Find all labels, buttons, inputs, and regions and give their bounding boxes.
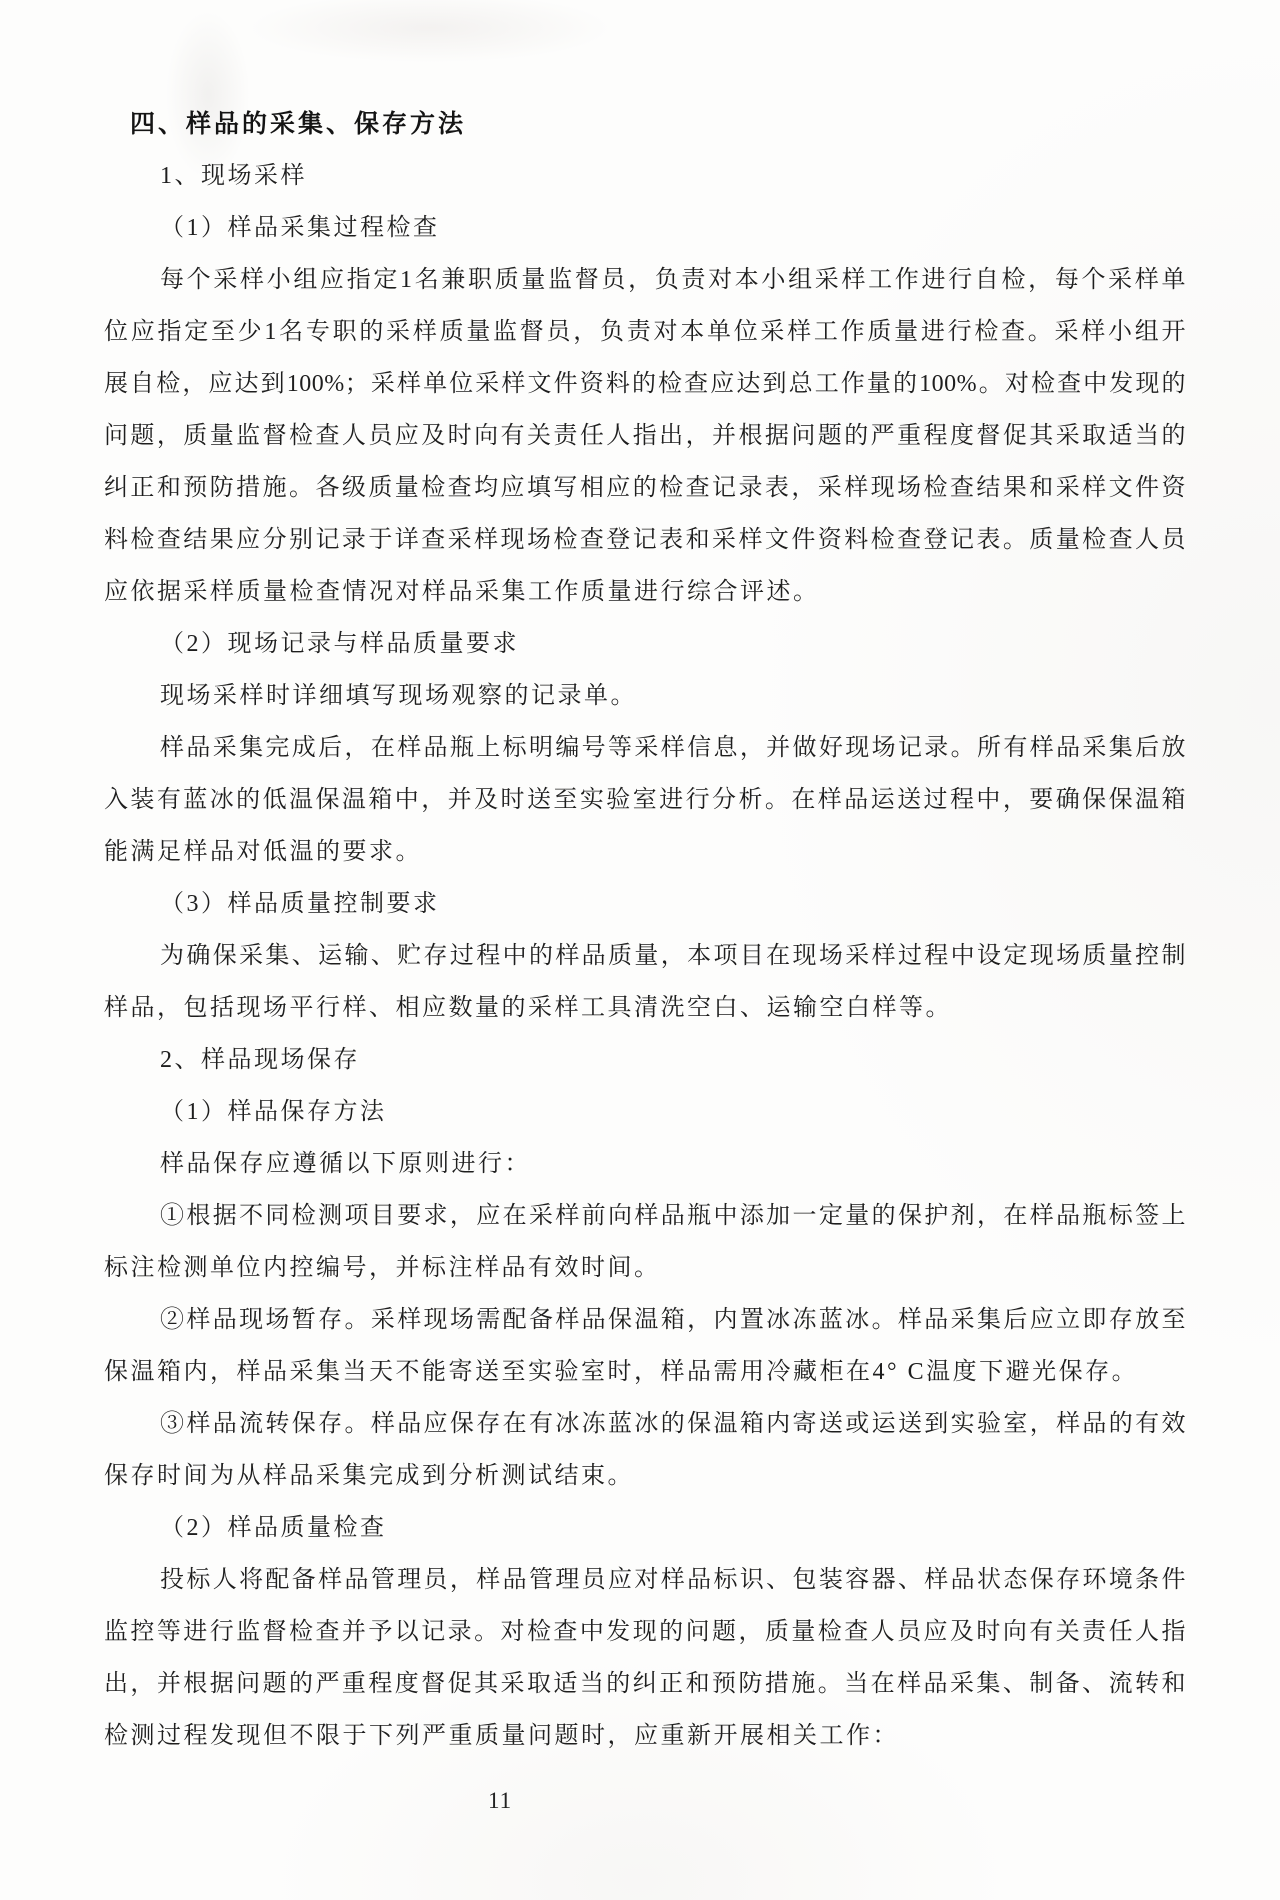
text-line: 纠正和预防措施。各级质量检查均应填写相应的检查记录表，采样现场检查结果和采样文件资 — [104, 475, 1186, 501]
section-heading — [104, 878, 1186, 930]
document-title — [104, 98, 1186, 150]
section-heading — [104, 1034, 1186, 1086]
text-line: （2）现场记录与样品质量要求 — [160, 631, 519, 657]
paragraph — [104, 1554, 1186, 1762]
text-line: 料检查结果应分别记录于详查采样现场检查登记表和采样文件资料检查登记表。质量检查人员 — [104, 527, 1186, 553]
text-line: 位应指定至少1名专职的采样质量监督员，负责对本单位采样工作质量进行检查。采样小组开 — [104, 319, 1186, 345]
text-line: 出，并根据问题的严重程度督促其采取适当的纠正和预防措施。当在样品采集、制备、流转和 — [104, 1671, 1186, 1697]
text-line: 样品采集完成后，在样品瓶上标明编号等采样信息，并做好现场记录。所有样品采集后放 — [160, 735, 1186, 761]
page-number: 11 — [488, 1788, 513, 1813]
text-line: 入装有蓝冰的低温保温箱中，并及时送至实验室进行分析。在样品运送过程中，要确保保温箱 — [104, 787, 1186, 813]
text-line: 能满足样品对低温的要求。 — [104, 839, 422, 865]
text-line: 四、样品的采集、保存方法 — [130, 110, 467, 138]
section-heading — [104, 1502, 1186, 1554]
text-line: 样品保存应遵循以下原则进行： — [160, 1151, 531, 1177]
section-heading — [104, 1086, 1186, 1138]
section-heading — [104, 202, 1186, 254]
text-line: ②样品现场暂存。采样现场需配备样品保温箱，内置冰冻蓝冰。样品采集后应立即存放至 — [160, 1307, 1186, 1333]
text-line: ③样品流转保存。样品应保存在有冰冻蓝冰的保温箱内寄送或运送到实验室，样品的有效 — [160, 1411, 1186, 1437]
text-line: 2、样品现场保存 — [160, 1047, 360, 1073]
text-line: 检测过程发现但不限于下列严重质量问题时，应重新开展相关工作： — [104, 1723, 899, 1749]
text-line: 标注检测单位内控编号，并标注样品有效时间。 — [104, 1255, 661, 1281]
text-line: ①根据不同检测项目要求，应在采样前向样品瓶中添加一定量的保护剂，在样品瓶标签上 — [160, 1203, 1186, 1229]
text-line: 每个采样小组应指定1名兼职质量监督员，负责对本小组采样工作进行自检，每个采样单 — [160, 267, 1186, 293]
text-line: 问题，质量监督检查人员应及时向有关责任人指出，并根据问题的严重程度督促其采取适当的 — [104, 423, 1186, 449]
text-line: 应依据采样质量检查情况对样品采集工作质量进行综合评述。 — [104, 579, 820, 605]
text-line: （1）样品保存方法 — [160, 1099, 387, 1125]
paragraph — [104, 1398, 1186, 1502]
text-line: 现场采样时详细填写现场观察的记录单。 — [160, 683, 637, 709]
text-line: （1）样品采集过程检查 — [160, 215, 440, 241]
paragraph — [104, 722, 1186, 878]
paragraph — [104, 930, 1186, 1034]
text-line: 1、现场采样 — [160, 163, 307, 189]
text-line: 展自检，应达到100%；采样单位采样文件资料的检查应达到总工作量的100%。对检查中发现的 — [104, 371, 1186, 397]
paragraph — [104, 1294, 1186, 1398]
paragraph — [104, 1138, 1186, 1190]
paragraph — [104, 1190, 1186, 1294]
text-line: 保温箱内，样品采集当天不能寄送至实验室时，样品需用冷藏柜在4° C温度下避光保存。 — [104, 1359, 1139, 1385]
text-line: 投标人将配备样品管理员，样品管理员应对样品标识、包装容器、样品状态保存环境条件 — [160, 1567, 1186, 1593]
section-heading — [104, 618, 1186, 670]
text-line: （3）样品质量控制要求 — [160, 891, 440, 917]
paragraph — [104, 670, 1186, 722]
text-line: （2）样品质量检查 — [160, 1515, 387, 1541]
paragraph — [104, 254, 1186, 618]
text-line: 为确保采集、运输、贮存过程中的样品质量，本项目在现场采样过程中设定现场质量控制 — [160, 943, 1186, 969]
section-heading — [104, 150, 1186, 202]
document-content — [104, 98, 1186, 1762]
text-line: 样品，包括现场平行样、相应数量的采样工具清洗空白、运输空白样等。 — [104, 995, 952, 1021]
text-line: 保存时间为从样品采集完成到分析测试结束。 — [104, 1463, 634, 1489]
text-line: 监控等进行监督检查并予以记录。对检查中发现的问题，质量检查人员应及时向有关责任人指 — [104, 1619, 1186, 1645]
